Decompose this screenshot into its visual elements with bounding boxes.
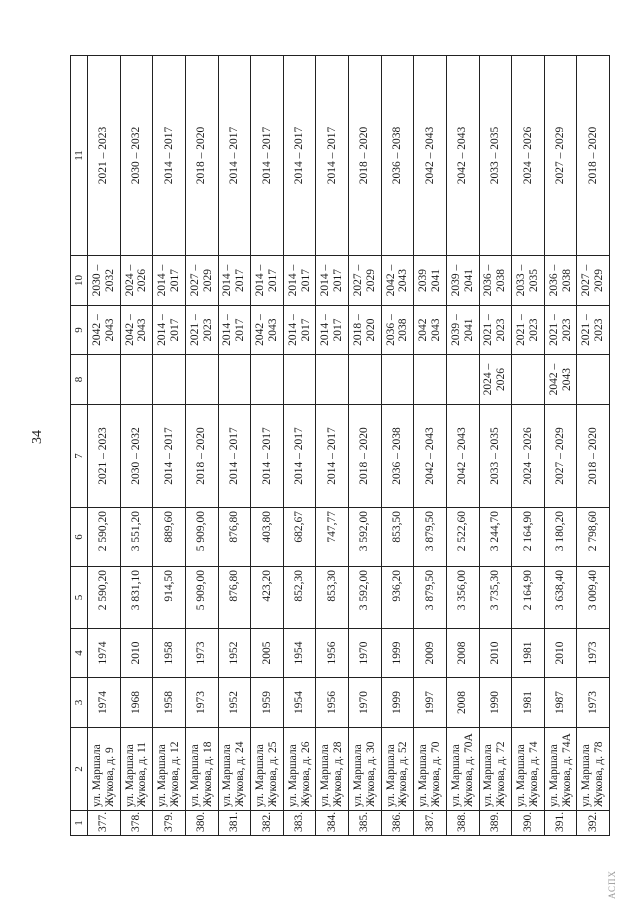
header-cell: 8 (71, 355, 88, 405)
cell-period-col11: 2036 – 2038 (381, 56, 414, 256)
cell-address: ул. Маршала Жукова, д. 30 (349, 728, 382, 811)
cell-residential-area: 403,80 (251, 508, 284, 567)
cell-period-col9: 2014 – 2017 (316, 306, 349, 355)
cell-row-number: 379. (153, 811, 186, 836)
cell-residential-area: 682,67 (283, 508, 316, 567)
cell-residential-area: 3 180,20 (544, 508, 577, 567)
cell-residential-area: 747,77 (316, 508, 349, 567)
cell-period-col10: 2024 – 2026 (120, 256, 153, 306)
cell-residential-area: 853,50 (381, 508, 414, 567)
cell-period-col11: 2018 – 2020 (185, 56, 218, 256)
cell-residential-area: 876,80 (218, 508, 251, 567)
cell-address: ул. Маршала Жукова, д. 74А (544, 728, 577, 811)
cell-address: ул. Маршала Жукова, д. 52 (381, 728, 414, 811)
cell-year-renovated: 1958 (153, 629, 186, 678)
cell-residential-area: 2 798,60 (577, 508, 610, 567)
cell-period-col8 (414, 355, 447, 405)
cell-year-built: 1952 (218, 678, 251, 728)
cell-period-col11: 2014 – 2017 (218, 56, 251, 256)
cell-year-built: 1981 (512, 678, 545, 728)
cell-residential-area: 889,60 (153, 508, 186, 567)
cell-period-col10: 2014 – 2017 (316, 256, 349, 306)
cell-period-col8 (446, 355, 479, 405)
cell-row-number: 392. (577, 811, 610, 836)
header-cell: 5 (71, 567, 88, 629)
cell-year-built: 1997 (414, 678, 447, 728)
cell-total-area: 3 009,40 (577, 567, 610, 629)
cell-period-col10: 2027 – 2029 (349, 256, 382, 306)
cell-row-number: 378. (120, 811, 153, 836)
cell-period-col11: 2024 – 2026 (512, 56, 545, 256)
cell-period-col11: 2014 – 2017 (283, 56, 316, 256)
cell-period-col7: 2014 – 2017 (251, 405, 284, 508)
cell-address: ул. Маршала Жукова, д. 25 (251, 728, 284, 811)
cell-period-col7: 2030 – 2032 (120, 405, 153, 508)
cell-total-area: 3 592,00 (349, 567, 382, 629)
cell-year-renovated: 1981 (512, 629, 545, 678)
cell-period-col7: 2042 – 2043 (446, 405, 479, 508)
cell-period-col11: 2033 – 2035 (479, 56, 512, 256)
cell-period-col7: 2027 – 2029 (544, 405, 577, 508)
cell-row-number: 381. (218, 811, 251, 836)
cell-row-number: 390. (512, 811, 545, 836)
cell-period-col7: 2042 – 2043 (414, 405, 447, 508)
table-row (153, 56, 186, 836)
cell-period-col8 (218, 355, 251, 405)
table-row (185, 56, 218, 836)
cell-row-number: 383. (283, 811, 316, 836)
cell-year-built: 1990 (479, 678, 512, 728)
cell-period-col10: 2014 – 2017 (251, 256, 284, 306)
cell-year-renovated: 2010 (479, 629, 512, 678)
cell-period-col9: 2042 – 2043 (120, 306, 153, 355)
cell-period-col8 (153, 355, 186, 405)
cell-period-col10: 2027 – 2029 (577, 256, 610, 306)
cell-row-number: 388. (446, 811, 479, 836)
cell-period-col8 (120, 355, 153, 405)
register-table-container (70, 56, 610, 836)
cell-total-area: 423,20 (251, 567, 284, 629)
cell-period-col7: 2018 – 2020 (577, 405, 610, 508)
cell-period-col11: 2014 – 2017 (316, 56, 349, 256)
cell-period-col10: 2014 – 2017 (218, 256, 251, 306)
cell-year-built: 1970 (349, 678, 382, 728)
cell-address: ул. Маршала Жукова, д. 9 (88, 728, 121, 811)
cell-period-col7: 2014 – 2017 (283, 405, 316, 508)
cell-period-col7: 2014 – 2017 (316, 405, 349, 508)
cell-period-col9: 2018 – 2020 (349, 306, 382, 355)
table-row (512, 56, 545, 836)
cell-period-col10: 2027 – 2029 (185, 256, 218, 306)
table-row (251, 56, 284, 836)
cell-period-col11: 2018 – 2020 (349, 56, 382, 256)
cell-total-area: 876,80 (218, 567, 251, 629)
register-table (70, 55, 610, 836)
cell-period-col9: 2042 – 2043 (88, 306, 121, 355)
cell-period-col11: 2021 – 2023 (88, 56, 121, 256)
cell-period-col10: 2014 – 2017 (153, 256, 186, 306)
cell-period-col7: 2018 – 2020 (349, 405, 382, 508)
header-cell: 10 (71, 256, 88, 306)
cell-year-built: 1954 (283, 678, 316, 728)
cell-period-col10: 2036 – 2038 (479, 256, 512, 306)
cell-year-built: 1956 (316, 678, 349, 728)
cell-year-built: 1973 (185, 678, 218, 728)
cell-year-built: 1968 (120, 678, 153, 728)
cell-year-renovated: 2005 (251, 629, 284, 678)
table-row (414, 56, 447, 836)
cell-total-area: 3 831,10 (120, 567, 153, 629)
cell-period-col11: 2027 – 2029 (544, 56, 577, 256)
cell-year-built: 2008 (446, 678, 479, 728)
cell-period-col10: 2039 – 2041 (446, 256, 479, 306)
cell-period-col7: 2014 – 2017 (218, 405, 251, 508)
cell-period-col10: 2039 2041 (414, 256, 447, 306)
cell-year-built: 1959 (251, 678, 284, 728)
cell-period-col8 (283, 355, 316, 405)
cell-period-col8 (381, 355, 414, 405)
cell-period-col8 (316, 355, 349, 405)
cell-year-renovated: 1974 (88, 629, 121, 678)
cell-address: ул. Маршала Жукова, д. 72 (479, 728, 512, 811)
cell-year-built: 1973 (577, 678, 610, 728)
table-row (544, 56, 577, 836)
header-cell: 11 (71, 56, 88, 256)
header-cell: 7 (71, 405, 88, 508)
cell-period-col10: 2033 – 2035 (512, 256, 545, 306)
table-row (218, 56, 251, 836)
cell-period-col11: 2014 – 2017 (251, 56, 284, 256)
cell-year-renovated: 1999 (381, 629, 414, 678)
cell-period-col8 (577, 355, 610, 405)
cell-address: ул. Маршала Жукова, д. 78 (577, 728, 610, 811)
cell-year-renovated: 1956 (316, 629, 349, 678)
cell-period-col9: 2021 – 2023 (512, 306, 545, 355)
cell-period-col8: 2024 – 2026 (479, 355, 512, 405)
cell-total-area: 936,20 (381, 567, 414, 629)
cell-address: ул. Маршала Жукова, д. 28 (316, 728, 349, 811)
cell-year-renovated: 1970 (349, 629, 382, 678)
table-header-row (71, 56, 88, 836)
cell-total-area: 2 164,90 (512, 567, 545, 629)
cell-year-built: 1987 (544, 678, 577, 728)
cell-address: ул. Маршала Жукова, д. 74 (512, 728, 545, 811)
cell-total-area: 3 879,50 (414, 567, 447, 629)
header-cell: 2 (71, 728, 88, 811)
cell-period-col10: 2036 – 2038 (544, 256, 577, 306)
cell-period-col7: 2024 – 2026 (512, 405, 545, 508)
cell-residential-area: 3 244,70 (479, 508, 512, 567)
cell-period-col7: 2033 – 2035 (479, 405, 512, 508)
cell-period-col11: 2018 – 2020 (577, 56, 610, 256)
cell-period-col8 (185, 355, 218, 405)
cell-year-renovated: 1952 (218, 629, 251, 678)
cell-total-area: 5 909,00 (185, 567, 218, 629)
cell-period-col9: 2021 – 2023 (577, 306, 610, 355)
cell-total-area: 852,30 (283, 567, 316, 629)
cell-address: ул. Маршала Жукова, д. 26 (283, 728, 316, 811)
cell-period-col9: 2021 – 2023 (479, 306, 512, 355)
cell-address: ул. Маршала Жукова, д. 24 (218, 728, 251, 811)
cell-year-renovated: 2010 (544, 629, 577, 678)
cell-residential-area: 2 522,60 (446, 508, 479, 567)
cell-residential-area: 5 909,00 (185, 508, 218, 567)
header-cell: 6 (71, 508, 88, 567)
cell-period-col9: 2036 – 2038 (381, 306, 414, 355)
cell-total-area: 3 356,00 (446, 567, 479, 629)
cell-year-renovated: 2009 (414, 629, 447, 678)
page-number: 34 (30, 430, 45, 444)
cell-year-renovated: 1954 (283, 629, 316, 678)
cell-address: ул. Маршала Жукова, д. 70А (446, 728, 479, 811)
cell-residential-area: 3 592,00 (349, 508, 382, 567)
cell-residential-area: 3 879,50 (414, 508, 447, 567)
cell-period-col9: 2014 – 2017 (153, 306, 186, 355)
header-cell: 4 (71, 629, 88, 678)
cell-row-number: 387. (414, 811, 447, 836)
cell-period-col8: 2042 – 2043 (544, 355, 577, 405)
table-row (283, 56, 316, 836)
table-row (316, 56, 349, 836)
cell-period-col9: 2021 – 2023 (185, 306, 218, 355)
cell-period-col10: 2014 – 2017 (283, 256, 316, 306)
cell-period-col9: 2042 – 2043 (251, 306, 284, 355)
cell-period-col9: 2014 – 2017 (283, 306, 316, 355)
cell-period-col7: 2014 – 2017 (153, 405, 186, 508)
cell-period-col9: 2014 – 2017 (218, 306, 251, 355)
cell-address: ул. Маршала Жукова, д. 70 (414, 728, 447, 811)
cell-total-area: 853,30 (316, 567, 349, 629)
cell-row-number: 377. (88, 811, 121, 836)
cell-residential-area: 3 551,20 (120, 508, 153, 567)
cell-period-col8 (349, 355, 382, 405)
cell-period-col8 (251, 355, 284, 405)
table-row (577, 56, 610, 836)
cell-period-col11: 2042 – 2043 (414, 56, 447, 256)
cell-total-area: 2 590,20 (88, 567, 121, 629)
cell-row-number: 382. (251, 811, 284, 836)
cell-row-number: 386. (381, 811, 414, 836)
stray-mark: АСПХ (607, 869, 617, 899)
table-row (446, 56, 479, 836)
cell-total-area: 3 638,40 (544, 567, 577, 629)
cell-row-number: 385. (349, 811, 382, 836)
cell-period-col10: 2042 – 2043 (381, 256, 414, 306)
cell-year-built: 1974 (88, 678, 121, 728)
cell-period-col8 (512, 355, 545, 405)
cell-row-number: 380. (185, 811, 218, 836)
table-row (349, 56, 382, 836)
cell-year-built: 1999 (381, 678, 414, 728)
cell-period-col8 (88, 355, 121, 405)
cell-row-number: 391. (544, 811, 577, 836)
cell-row-number: 389. (479, 811, 512, 836)
cell-year-renovated: 1973 (577, 629, 610, 678)
cell-period-col9: 2021 – 2023 (544, 306, 577, 355)
cell-period-col11: 2014 – 2017 (153, 56, 186, 256)
cell-address: ул. Маршала Жукова, д. 11 (120, 728, 153, 811)
cell-period-col10: 2030 – 2032 (88, 256, 121, 306)
cell-year-renovated: 2008 (446, 629, 479, 678)
cell-residential-area: 2 164,90 (512, 508, 545, 567)
cell-period-col7: 2021 – 2023 (88, 405, 121, 508)
cell-period-col9: 2039 – 2041 (446, 306, 479, 355)
cell-year-renovated: 1973 (185, 629, 218, 678)
cell-total-area: 914,50 (153, 567, 186, 629)
cell-address: ул. Маршала Жукова, д. 18 (185, 728, 218, 811)
table-row (120, 56, 153, 836)
cell-residential-area: 2 590,20 (88, 508, 121, 567)
header-cell: 9 (71, 306, 88, 355)
table-row (381, 56, 414, 836)
header-cell: 3 (71, 678, 88, 728)
table-row (88, 56, 121, 836)
table-row (479, 56, 512, 836)
cell-period-col7: 2018 – 2020 (185, 405, 218, 508)
header-cell: 1 (71, 811, 88, 836)
cell-period-col7: 2036 – 2038 (381, 405, 414, 508)
cell-period-col11: 2042 – 2043 (446, 56, 479, 256)
cell-total-area: 3 735,30 (479, 567, 512, 629)
cell-year-built: 1958 (153, 678, 186, 728)
cell-year-renovated: 2010 (120, 629, 153, 678)
cell-row-number: 384. (316, 811, 349, 836)
cell-period-col11: 2030 – 2032 (120, 56, 153, 256)
cell-period-col9: 2042 2043 (414, 306, 447, 355)
cell-address: ул. Маршала Жукова, д. 12 (153, 728, 186, 811)
